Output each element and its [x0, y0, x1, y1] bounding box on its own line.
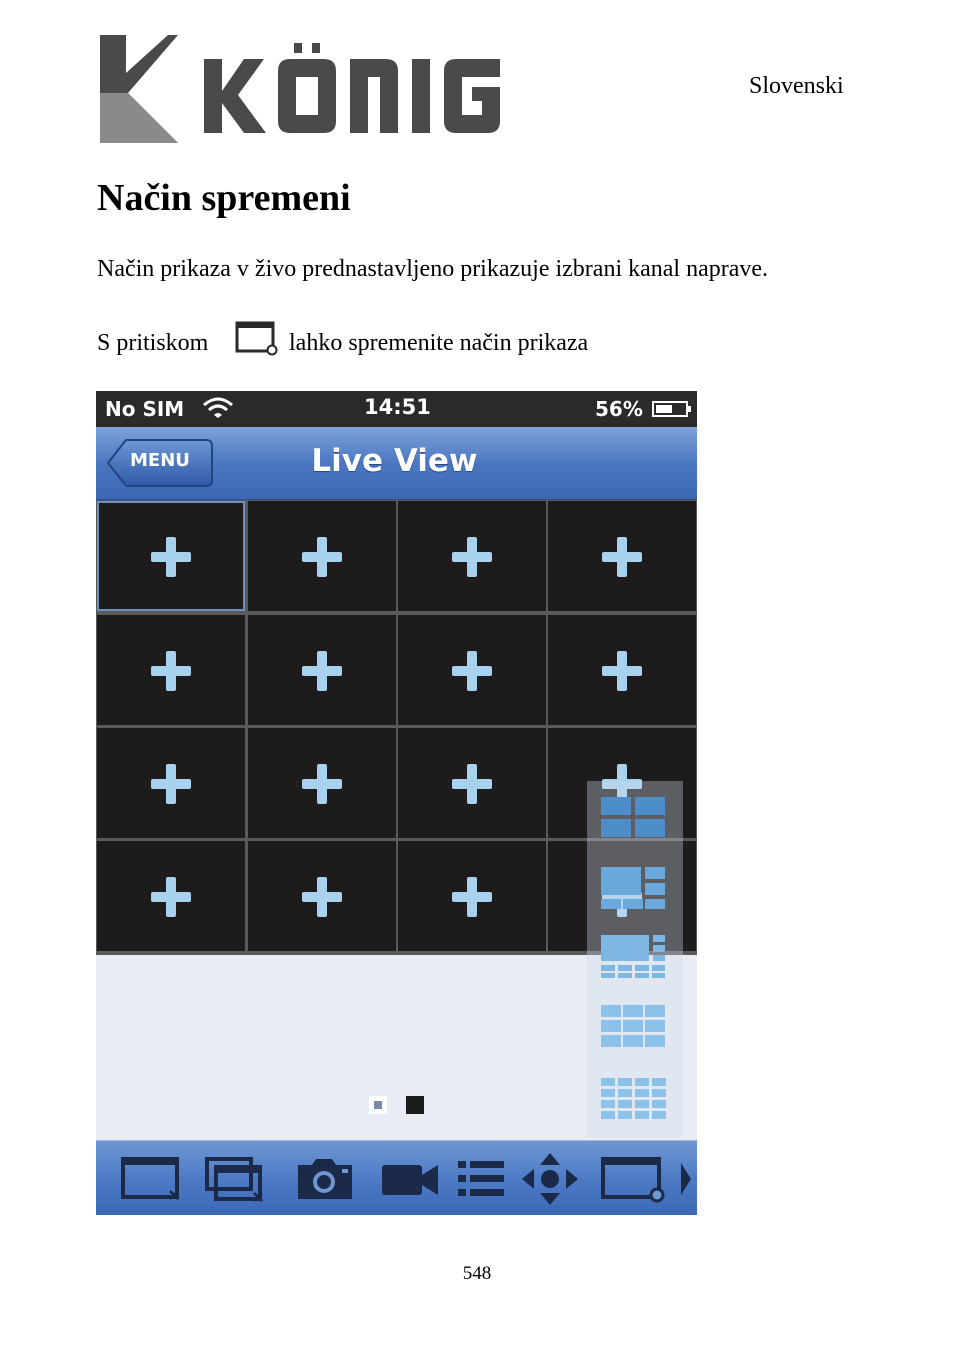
close-all-icon[interactable]: [204, 1155, 266, 1203]
add-channel-icon: [599, 534, 645, 580]
layout-8-icon[interactable]: [601, 933, 667, 979]
body-paragraph-1: Način prikaza v živo prednastavljeno prikazuje izbrani kanal naprave.: [97, 256, 769, 282]
channel-cell[interactable]: [398, 615, 546, 725]
add-channel-icon: [299, 534, 345, 580]
section-title: Način spremeni: [97, 177, 351, 219]
language-label: Slovenski: [749, 73, 844, 99]
channel-cell[interactable]: [97, 841, 245, 951]
menu-button-label: MENU: [130, 450, 190, 471]
channel-cell[interactable]: [97, 501, 245, 611]
konig-logo: [98, 33, 518, 145]
channel-cell[interactable]: [398, 501, 546, 611]
add-channel-icon: [148, 874, 194, 920]
wifi-icon: [202, 397, 234, 419]
add-channel-icon: [449, 648, 495, 694]
carrier-label: No SIM: [105, 397, 185, 421]
add-channel-icon: [148, 761, 194, 807]
add-channel-icon: [148, 534, 194, 580]
add-channel-icon: [449, 534, 495, 580]
channel-cell[interactable]: [248, 501, 396, 611]
paragraph-2-text-before: S pritiskom: [97, 330, 209, 356]
layout-4-icon[interactable]: [601, 795, 667, 841]
page-number: 548: [462, 1263, 492, 1284]
add-channel-icon: [148, 648, 194, 694]
add-channel-icon: [599, 648, 645, 694]
add-channel-icon: [299, 874, 345, 920]
bottom-toolbar: [96, 1140, 697, 1215]
page-dot-1[interactable]: [369, 1096, 387, 1114]
next-arrow-icon[interactable]: [678, 1155, 694, 1203]
snapshot-icon[interactable]: [294, 1155, 356, 1203]
add-channel-icon: [449, 761, 495, 807]
record-icon[interactable]: [380, 1155, 442, 1203]
change-layout-icon: [234, 318, 278, 358]
phone-screenshot: [96, 391, 697, 1215]
clock: 14:51: [364, 395, 431, 419]
channel-cell[interactable]: [248, 728, 396, 838]
layout-6-icon[interactable]: [601, 865, 667, 911]
add-channel-icon: [299, 761, 345, 807]
add-channel-icon: [299, 648, 345, 694]
add-channel-icon: [449, 874, 495, 920]
list-icon[interactable]: [456, 1155, 508, 1203]
paragraph-2-text-after: lahko spremenite način prikaza: [289, 330, 589, 356]
channel-cell[interactable]: [398, 841, 546, 951]
channel-cell[interactable]: [548, 615, 696, 725]
battery-icon: [652, 400, 692, 418]
close-channel-icon[interactable]: [120, 1155, 182, 1203]
status-bar: [96, 391, 697, 427]
channel-cell[interactable]: [548, 501, 696, 611]
live-view-title: Live View: [311, 443, 478, 479]
nav-bar: [96, 427, 697, 500]
channel-cell[interactable]: [248, 615, 396, 725]
battery-percent: 56%: [595, 397, 643, 421]
layout-9-icon[interactable]: [601, 1003, 667, 1049]
change-layout-icon[interactable]: [600, 1155, 666, 1203]
channel-cell[interactable]: [97, 615, 245, 725]
page-dot-2[interactable]: [406, 1096, 424, 1114]
channel-cell[interactable]: [398, 728, 546, 838]
channel-cell[interactable]: [248, 841, 396, 951]
channel-cell[interactable]: [97, 728, 245, 838]
ptz-icon[interactable]: [520, 1151, 580, 1207]
layout-chooser-panel: [587, 781, 683, 1138]
layout-16-icon[interactable]: [601, 1077, 667, 1123]
